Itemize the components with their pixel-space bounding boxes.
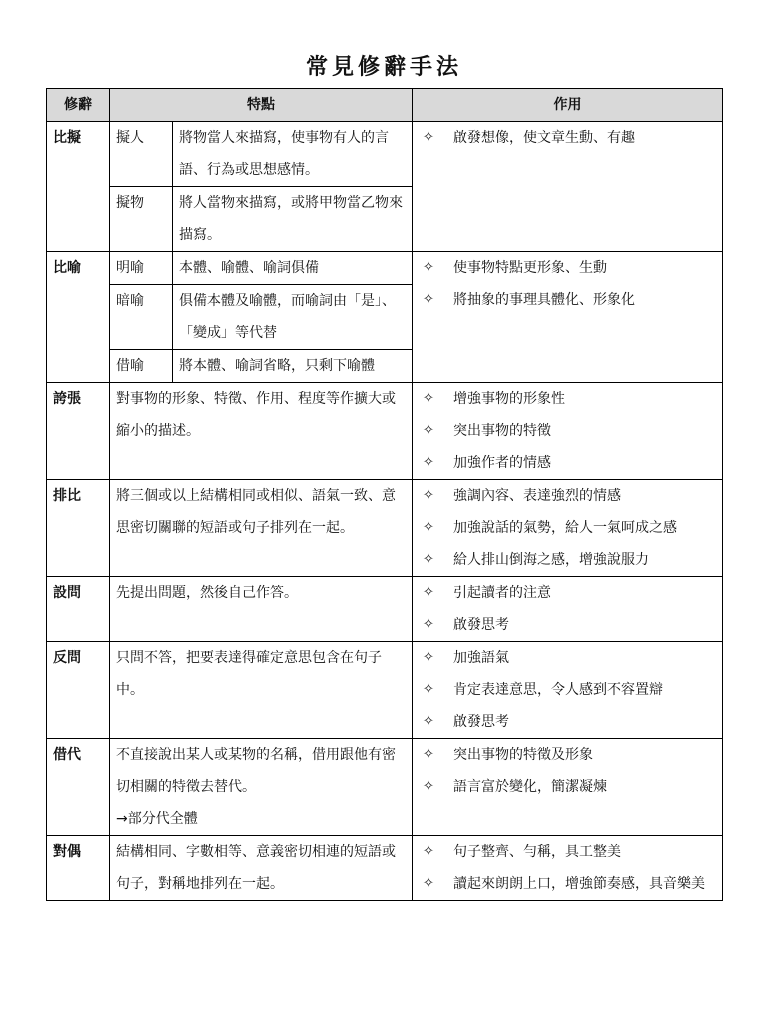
- header-effect: 作用: [413, 89, 723, 122]
- table-row: [47, 642, 723, 739]
- device-name: 設問: [47, 577, 110, 642]
- diamond-bullet-icon: ✧: [423, 747, 434, 762]
- diamond-bullet-icon: ✧: [423, 714, 434, 729]
- sub-text: 將本體、喻詞省略，只剩下喻體: [173, 350, 413, 383]
- diamond-bullet-icon: ✧: [423, 650, 434, 665]
- effect-cell: [413, 383, 723, 480]
- feature-cell: 只問不答，把要表達得確定意思包含在句子中。: [110, 642, 413, 739]
- device-name: 誇張: [47, 383, 110, 480]
- sub-label: 擬物: [110, 187, 173, 252]
- device-name: 排比: [47, 480, 110, 577]
- effect-item: ✧ 將抽象的事理具體化、形象化: [419, 284, 716, 316]
- diamond-bullet-icon: ✧: [423, 292, 434, 307]
- header-name: 修辭: [47, 89, 110, 122]
- diamond-bullet-icon: ✧: [423, 488, 434, 503]
- diamond-bullet-icon: ✧: [423, 455, 434, 470]
- diamond-bullet-icon: ✧: [423, 391, 434, 406]
- feature-cell: 將三個或以上結構相同或相似、語氣一致、意思密切關聯的短語或句子排列在一起。: [110, 480, 413, 577]
- rhetoric-table: [46, 88, 723, 901]
- diamond-bullet-icon: ✧: [423, 130, 434, 145]
- table-row: [47, 383, 723, 480]
- device-name: 對偶: [47, 836, 110, 901]
- effect-item: ✧ 讀起來朗朗上口，增強節奏感，具音樂美: [419, 868, 716, 900]
- sub-label: 明喻: [110, 252, 173, 285]
- device-name: 反問: [47, 642, 110, 739]
- effect-cell: [413, 836, 723, 901]
- table-row: [47, 480, 723, 577]
- effect-item: ✧ 引起讀者的注意: [419, 577, 716, 609]
- diamond-bullet-icon: ✧: [423, 876, 434, 891]
- table-row: [47, 739, 723, 836]
- effect-cell: [413, 480, 723, 577]
- diamond-bullet-icon: ✧: [423, 552, 434, 567]
- effect-item: ✧ 句子整齊、勻稱，具工整美: [419, 836, 716, 868]
- effect-cell: [413, 252, 723, 383]
- effect-item: ✧ 肯定表達意思，令人感到不容置辯: [419, 674, 716, 706]
- document-title: 常見修辭手法: [305, 54, 462, 80]
- feature-cell: 先提出問題，然後自己作答。: [110, 577, 413, 642]
- diamond-bullet-icon: ✧: [423, 585, 434, 600]
- device-name: 借代: [47, 739, 110, 836]
- diamond-bullet-icon: ✧: [423, 844, 434, 859]
- sub-text: 將人當物來描寫，或將甲物當乙物來描寫。: [173, 187, 413, 252]
- effect-item: ✧ 啟發思考: [419, 609, 716, 641]
- table-row: [47, 122, 723, 187]
- table-row: [47, 252, 723, 285]
- effect-item: ✧ 強調內容、表達強烈的情感: [419, 480, 716, 512]
- diamond-bullet-icon: ✧: [423, 520, 434, 535]
- sub-text: 將物當人來描寫，使事物有人的言語、行為或思想感情。: [173, 122, 413, 187]
- effect-item: ✧ 語言富於變化，簡潔凝煉: [419, 771, 716, 803]
- effect-item: ✧ 給人排山倒海之感，增強說服力: [419, 544, 716, 576]
- table-header-row: [47, 89, 723, 122]
- effect-cell: [413, 577, 723, 642]
- feature-cell: 結構相同、字數相等、意義密切相連的短語或句子，對稱地排列在一起。: [110, 836, 413, 901]
- feature-note: →部分代全體: [116, 811, 198, 827]
- diamond-bullet-icon: ✧: [423, 779, 434, 794]
- device-name: 比擬: [47, 122, 110, 252]
- feature-cell: 對事物的形象、特徵、作用、程度等作擴大或縮小的描述。: [110, 383, 413, 480]
- effect-item: ✧ 增強事物的形象性: [419, 383, 716, 415]
- sub-text: 本體、喻體、喻詞俱備: [173, 252, 413, 285]
- device-name: 比喻: [47, 252, 110, 383]
- sub-label: 暗喻: [110, 285, 173, 350]
- effect-item: ✧ 加強作者的情感: [419, 447, 716, 479]
- sub-text: 俱備本體及喻體，而喻詞由「是」、「變成」等代替: [173, 285, 413, 350]
- effect-item: ✧ 突出事物的特徵: [419, 415, 716, 447]
- effect-item: ✧ 啟發思考: [419, 706, 716, 738]
- sub-label: 借喻: [110, 350, 173, 383]
- diamond-bullet-icon: ✧: [423, 617, 434, 632]
- effect-cell: [413, 122, 723, 252]
- table-row: [47, 577, 723, 642]
- arrow-right-icon: →: [116, 811, 128, 827]
- diamond-bullet-icon: ✧: [423, 682, 434, 697]
- sub-label: 擬人: [110, 122, 173, 187]
- feature-text: 不直接說出某人或某物的名稱，借用跟他有密切相關的特徵去替代。: [116, 747, 396, 795]
- effect-cell: [413, 739, 723, 836]
- effect-item: ✧ 使事物特點更形象、生動: [419, 252, 716, 284]
- effect-cell: [413, 642, 723, 739]
- table-row: [47, 836, 723, 901]
- effect-item: ✧ 加強語氣: [419, 642, 716, 674]
- header-feature: 特點: [110, 89, 413, 122]
- effect-item: ✧ 突出事物的特徵及形象: [419, 739, 716, 771]
- diamond-bullet-icon: ✧: [423, 423, 434, 438]
- effect-item: ✧ 啟發想像，使文章生動、有趣: [419, 122, 716, 154]
- effect-item: ✧ 加強說話的氣勢，給人一氣呵成之感: [419, 512, 716, 544]
- feature-cell: [110, 739, 413, 836]
- diamond-bullet-icon: ✧: [423, 260, 434, 275]
